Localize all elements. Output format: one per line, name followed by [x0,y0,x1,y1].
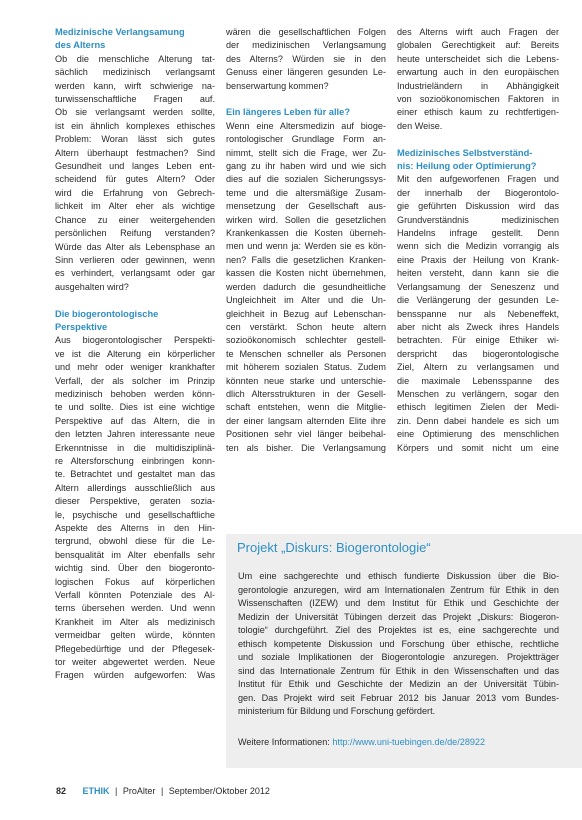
text-line: dieser Perspektive, geraten sozia- [55,496,215,507]
text-line: ist ein ähnlich komplexes ethisches [55,120,215,131]
page-footer: 82 ETHIK | ProAlter | September/Oktober 2012 [56,786,270,796]
text-line: Ungleichheit im Alter und die Un- [226,295,386,306]
text-line: wären die gesellschaftlichen Folgen [226,27,386,37]
text-line: tor weiter abgewertet werden. Neue [55,657,215,668]
text-line: ethisch kompetente Diskussion und Forschung über ethische, rechtliche [238,638,559,649]
column-2 [226,26,386,455]
text-line: Wissenschaften (IZEW) und dem Institut für Ethik und Geschichte der [238,598,559,608]
text-line: gen. Das Projekt wird seit Februar 2012 bis Januar 2013 vom Bundes- [238,692,559,703]
text-line: teme und die altersmäßige Zusam- [226,187,386,198]
text-line: logischen Fokus auf körperlichen [55,576,215,587]
text-line: Perspektive auf das Altern, die in [55,415,215,426]
text-line: vermeidbar gelten würde, könnten [55,630,215,641]
text-line: könnten neue starke und unterschie- [226,375,386,386]
text-line: ausgehalten wird? [55,281,129,292]
text-line: Altern überhaupt festmachen? Sind [55,147,215,158]
text-line: ministerium für Bildung und Forschung gefördert. [238,706,436,716]
text-line: medizinisch behoben werden könn- [55,388,215,399]
text-line: globalen Gerechtigkeit auf: Bereits [397,40,559,51]
more-info-link[interactable]: http://www.uni-tuebingen.de/de/28922 [332,737,486,747]
text-line: gleichheit in Bezug auf Lebenschan- [226,308,386,319]
heading-verlangsamung [55,26,215,53]
heading-selbstverstaendnis [397,147,559,174]
text-line: werden kann, wirft schwierige na- [55,80,215,91]
text-line: Grundverständnis medizinischen [397,214,559,225]
text-line: ethisch legitimen Zielen der Medi- [397,402,559,413]
text-line: die maximale Lebensspanne des [397,375,559,386]
text-line: Verfall könnten Potenziale des Al- [55,590,215,601]
text-line: Ob die menschliche Alterung tat- [55,53,215,64]
text-line: bensspanne nur als Nebeneffekt, [397,308,559,319]
text-line: Problem: Woran lässt sich gutes [55,134,215,145]
text-line: sind das Internationale Zentrum für Ethik in den Wissenschaften und das [238,665,559,676]
text-line: nen? Falls die gesetzlichen Kranken- [226,254,386,265]
text-line: Wenn eine Altersmedizin auf biogе- [226,120,386,131]
text-line: einer ethisch kaum zu rechtfertigen- [397,107,559,118]
text-line: Positionen sehr viel länger beibehal- [226,429,386,440]
text-line: Krankheit im Alter als medizinisch [55,616,215,627]
heading-biogerontologische-perspektive [55,308,215,335]
text-line: es verhindert, verlangsamt oder gar [55,268,215,279]
text-line: Mit den aufgeworfenen Fragen und [397,174,559,185]
magazine-name: ETHIK [82,786,110,796]
text-line: re Altersforschung einbringen konn- [55,455,215,466]
text-line: Medizin der Universität Tübingen derzeit das Projekt „Diskurs: Biogeron- [238,611,559,622]
text-line: Ob sie verlangsamt werden sollte, [55,107,215,118]
text-line: Ziel, Altern zu verlangsamen und [397,362,559,373]
text-line: die Verlängerung der gesunden Le- [397,295,559,306]
text-line: des Alterns? Würden sie in den [226,53,386,64]
project-info-box [226,534,582,768]
column-1 [55,26,215,683]
text-line: Krankenkassen die Kosten überneh- [226,228,386,239]
text-line: Würde das Alter als Lebensphase an [55,241,215,252]
more-info [238,736,485,749]
text-line: mit höherem sozialen Status. Zudem [226,362,386,373]
text-line: der medizinischen Verlangsamung [226,40,386,51]
text-line: Körpers und somit nicht um eine [397,442,559,453]
heading-line: Perspektive [55,321,108,332]
text-line: eine Optimierung des menschlichen [397,429,559,440]
text-line: kassen die Kosten nicht übernehmen, [226,268,386,279]
text-line: Menschen zu verlängern, sogar den [397,388,559,399]
text-line: Institut für Ethik und Geschichte der Medizin an der Universität Tübin- [238,679,559,689]
text-line: tergrund, obwohl diese für die Le- [55,536,215,547]
text-line: Handelns infrage gestellt. Denn [397,228,559,239]
heading-line: Ein längeres Leben für alle? [226,107,350,118]
text-line: nimmt, stellt sich die Frage, wer Zu- [226,147,386,158]
page-number: 82 [56,786,67,796]
text-line: lichkeit im Alter eher als wichtige [55,201,215,212]
text-line: men und wenn ja: Werden sie es kön- [226,241,386,252]
heading-line: Medizinisches Selbstverständ- [397,147,533,158]
text-line: werden dadurch die gesundheitliche [226,281,386,292]
text-line: wenn sich die Medizin vorrangig als [397,241,559,252]
text-line: betrachten. Für einige Ethiker wi- [397,335,559,346]
heading-line: nis: Heilung oder Optimierung? [397,161,537,172]
text-line: und soziale Implikationen der Biogerontologie anzuregen. Projektträger [238,652,559,662]
text-line: cen verstärkt. Schon heute altern [226,321,386,332]
text-line: Fragen würden aufgeworfen: Was [55,670,215,681]
text-line: tologie“ durchgeführt. Ziel des Projektes ist es, eine sachgerechte und [238,625,559,635]
text-line: Altern allerdings ausschließlich aus [55,482,215,493]
text-line: turwissenschaftliche Fragen auf. [55,94,215,105]
text-line: gerontologie anzuregen, wird am Internationalen Zentrum für Ethik in den [238,584,559,595]
text-line: terns übersehen werden. Und wenn [55,603,215,614]
text-line: der einer langsam alternden Elite ihre [226,415,386,426]
heading-line: Die biogerontologische [55,308,159,319]
text-line: Genuss einer längeren gesunden Le- [226,67,386,78]
text-line: ten als bisher. Die Verlangsamung [226,442,386,453]
text-line: rontologischer Grundlage Form an- [226,134,386,145]
text-line: te. Betrachtet und gestaltet man das [55,469,215,480]
text-line: te Menschen schneller als Personen [226,348,386,359]
text-line: Pflegebedürftige und der Pflegesek- [55,643,215,654]
text-line: wirken wird. Sollen die gesetzlichen [226,214,386,225]
text-line: und mehr oder weniger krankhafter [55,362,215,373]
text-line: Um eine sachgerechte und ethisch fundierte Diskussion über die Bio- [238,571,559,581]
text-line: te und sollte. Dies ist eine wichtige [55,402,215,413]
text-line: von sozioökonomischen Faktoren in [397,94,559,105]
text-line: Verfall, der als solcher im Prinzip [55,375,215,386]
text-line: schaft entstehen, wenn die Mitglie- [226,402,386,413]
heading-laengeres-leben [226,106,386,119]
more-info-label: Weitere Informationen: [238,737,330,747]
text-line: Erkenntnisse in die multidisziplinä- [55,442,215,453]
text-line: eine Praxis der Heilung von Krank- [397,254,559,265]
project-body [238,570,559,719]
text-line: Gesundheit und langes Leben ent- [55,161,215,172]
text-line: Industrieländern in Abhängigkeit [397,80,559,91]
text-line: der innerhalb der Biogerontolo- [397,187,559,198]
text-line: ve ist die Alterung ein körperlicher [55,348,215,359]
text-line: erwartung auch in den europäischen [397,67,559,78]
text-line: Aus biogerontologischer Perspekti- [55,335,215,346]
text-line: wird die Erfahrung von Gebrech- [55,187,215,198]
text-line: gang zu ihr haben wird und wie sich [226,161,386,172]
text-line: dies auf die sozialen Sicherungssys- [226,174,386,185]
text-line: zin. Denn dabei handele es sich um [397,415,559,426]
text-line: heiten versteht, dann kann sie die [397,268,559,279]
text-line: Chance zu einer weitergehenden [55,214,215,225]
text-line: sächlich medizinisch verlangsamt [55,67,215,78]
text-line: persönlichen Reifung verstanden? [55,228,215,239]
text-line: Sinn verlieren oder gewinnen, wenn [55,254,215,265]
text-line: Verlangsamung der Seneszenz und [397,281,559,292]
project-title: Projekt „Diskurs: Biogerontologie“ [237,540,431,555]
heading-line: des Alterns [55,40,106,51]
section-name: ProAlter [122,786,156,796]
text-line: bensqualität im Alter ebenfalls sehr [55,549,215,560]
text-line: wichtig sind. Über den biogeronto- [55,563,215,574]
text-line: benserwartung kommen? [226,80,329,91]
text-line: sozioökonomisch schlechter gestell- [226,335,386,346]
text-line: aber nicht als Zweck ihres Handels [397,321,559,332]
text-line: des Alterns wirft auch Fragen der [397,27,559,37]
text-line: Aspekte des Alterns in den Hin- [55,523,215,534]
text-line: mensetzung der Gesellschaft aus- [226,201,386,212]
text-line: le, psychische und gesellschaftliche [55,509,215,520]
text-line: derspricht das biogerontologische [397,348,559,359]
issue-date: September/Oktober 2012 [168,786,270,796]
heading-line: Medizinische Verlangsamung [55,27,185,37]
text-line: gie geführten Diskussion wird das [397,201,559,212]
text-line: dlich Altersstrukturen in der Gesell- [226,388,386,399]
column-3 [397,26,559,455]
text-line: heute unterscheidet sich die Lebens- [397,53,559,64]
text-line: den Weise. [397,120,443,131]
text-line: scheidend für gutes Altern? Oder [55,174,215,185]
text-line: den letzten Jahren interessante neue [55,429,215,440]
